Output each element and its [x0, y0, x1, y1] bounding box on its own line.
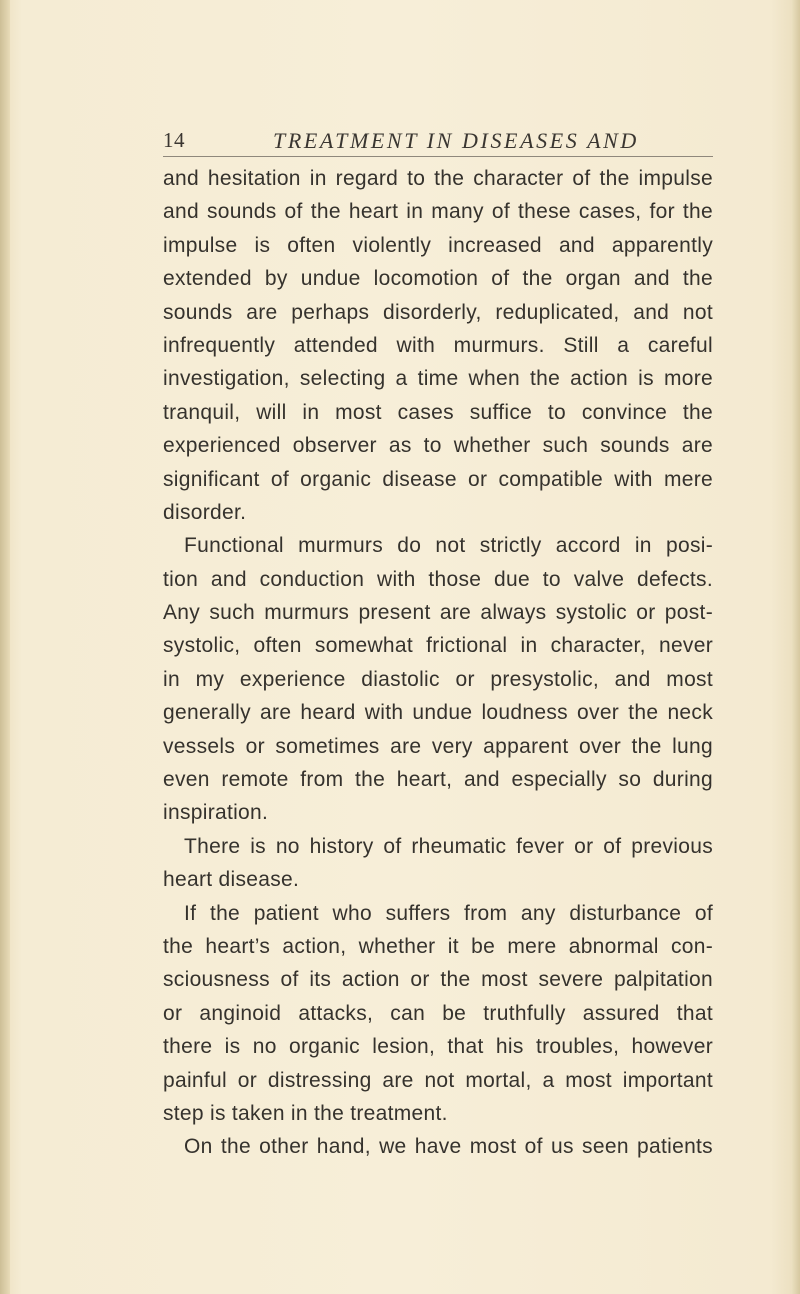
text-line: Any such murmurs present are always systolic or post- — [163, 601, 713, 625]
text-line: the heart’s action, whether it be mere abnormal con- — [163, 934, 713, 958]
text-line: and hesitation in regard to the character of the impulse — [163, 167, 713, 190]
page-gutter-shadow — [0, 0, 10, 1294]
text-line: generally are heard with undue loudness over the neck — [163, 701, 713, 725]
text-line: tion and conduction with those due to valve defects. — [163, 567, 713, 591]
text-line: extended by undue locomotion of the organ and the — [163, 267, 713, 291]
text-line: infrequently attended with murmurs. Still a careful — [163, 333, 713, 357]
page-number: 14 — [163, 128, 185, 152]
text-line: vessels or sometimes are very apparent over the lung — [163, 734, 713, 758]
text-line: sciousness of its action or the most severe palpitation — [163, 968, 713, 992]
text-line: Functional murmurs do not strictly accord in posi- — [184, 534, 713, 558]
page-edge-shadow — [792, 0, 800, 1294]
text-line: there is no organic lesion, that his troubles, however — [163, 1035, 713, 1059]
text-line: even remote from the heart, and especially so during — [163, 768, 713, 792]
header-rule — [163, 156, 713, 157]
text-line: painful or distressing are not mortal, a most important — [163, 1068, 713, 1092]
text-line: sounds are perhaps disorderly, reduplicated, and not — [163, 300, 713, 324]
text-line: tranquil, will in most cases suffice to convince the — [163, 400, 713, 424]
text-line: If the patient who suffers from any disturbance of — [184, 901, 713, 925]
text-line: There is no history of rheumatic fever or of previous — [184, 834, 713, 858]
text-line: inspiration. — [163, 801, 269, 825]
body-text — [163, 162, 713, 1164]
text-line: step is taken in the treatment. — [163, 1101, 448, 1125]
running-head-title: TREATMENT IN DISEASES AND — [273, 128, 639, 153]
text-line: systolic, often somewhat frictional in character, never — [163, 634, 713, 658]
text-line: investigation, selecting a time when the action is more — [163, 367, 713, 391]
text-line: experienced observer as to whether such sounds are — [163, 434, 713, 458]
text-line: heart disease. — [163, 868, 300, 892]
text-line: or anginoid attacks, can be truthfully assured that — [163, 1001, 713, 1025]
text-line: On the other hand, we have most of us seen patients — [184, 1135, 713, 1159]
text-line: and sounds of the heart in many of these cases, for the — [163, 200, 713, 224]
text-line: significant of organic disease or compatible with mere — [163, 467, 713, 491]
text-line: disorder. — [163, 500, 247, 524]
text-line: impulse is often violently increased and apparently — [163, 233, 713, 257]
text-line: in my experience diastolic or presystolic, and most — [163, 667, 713, 691]
